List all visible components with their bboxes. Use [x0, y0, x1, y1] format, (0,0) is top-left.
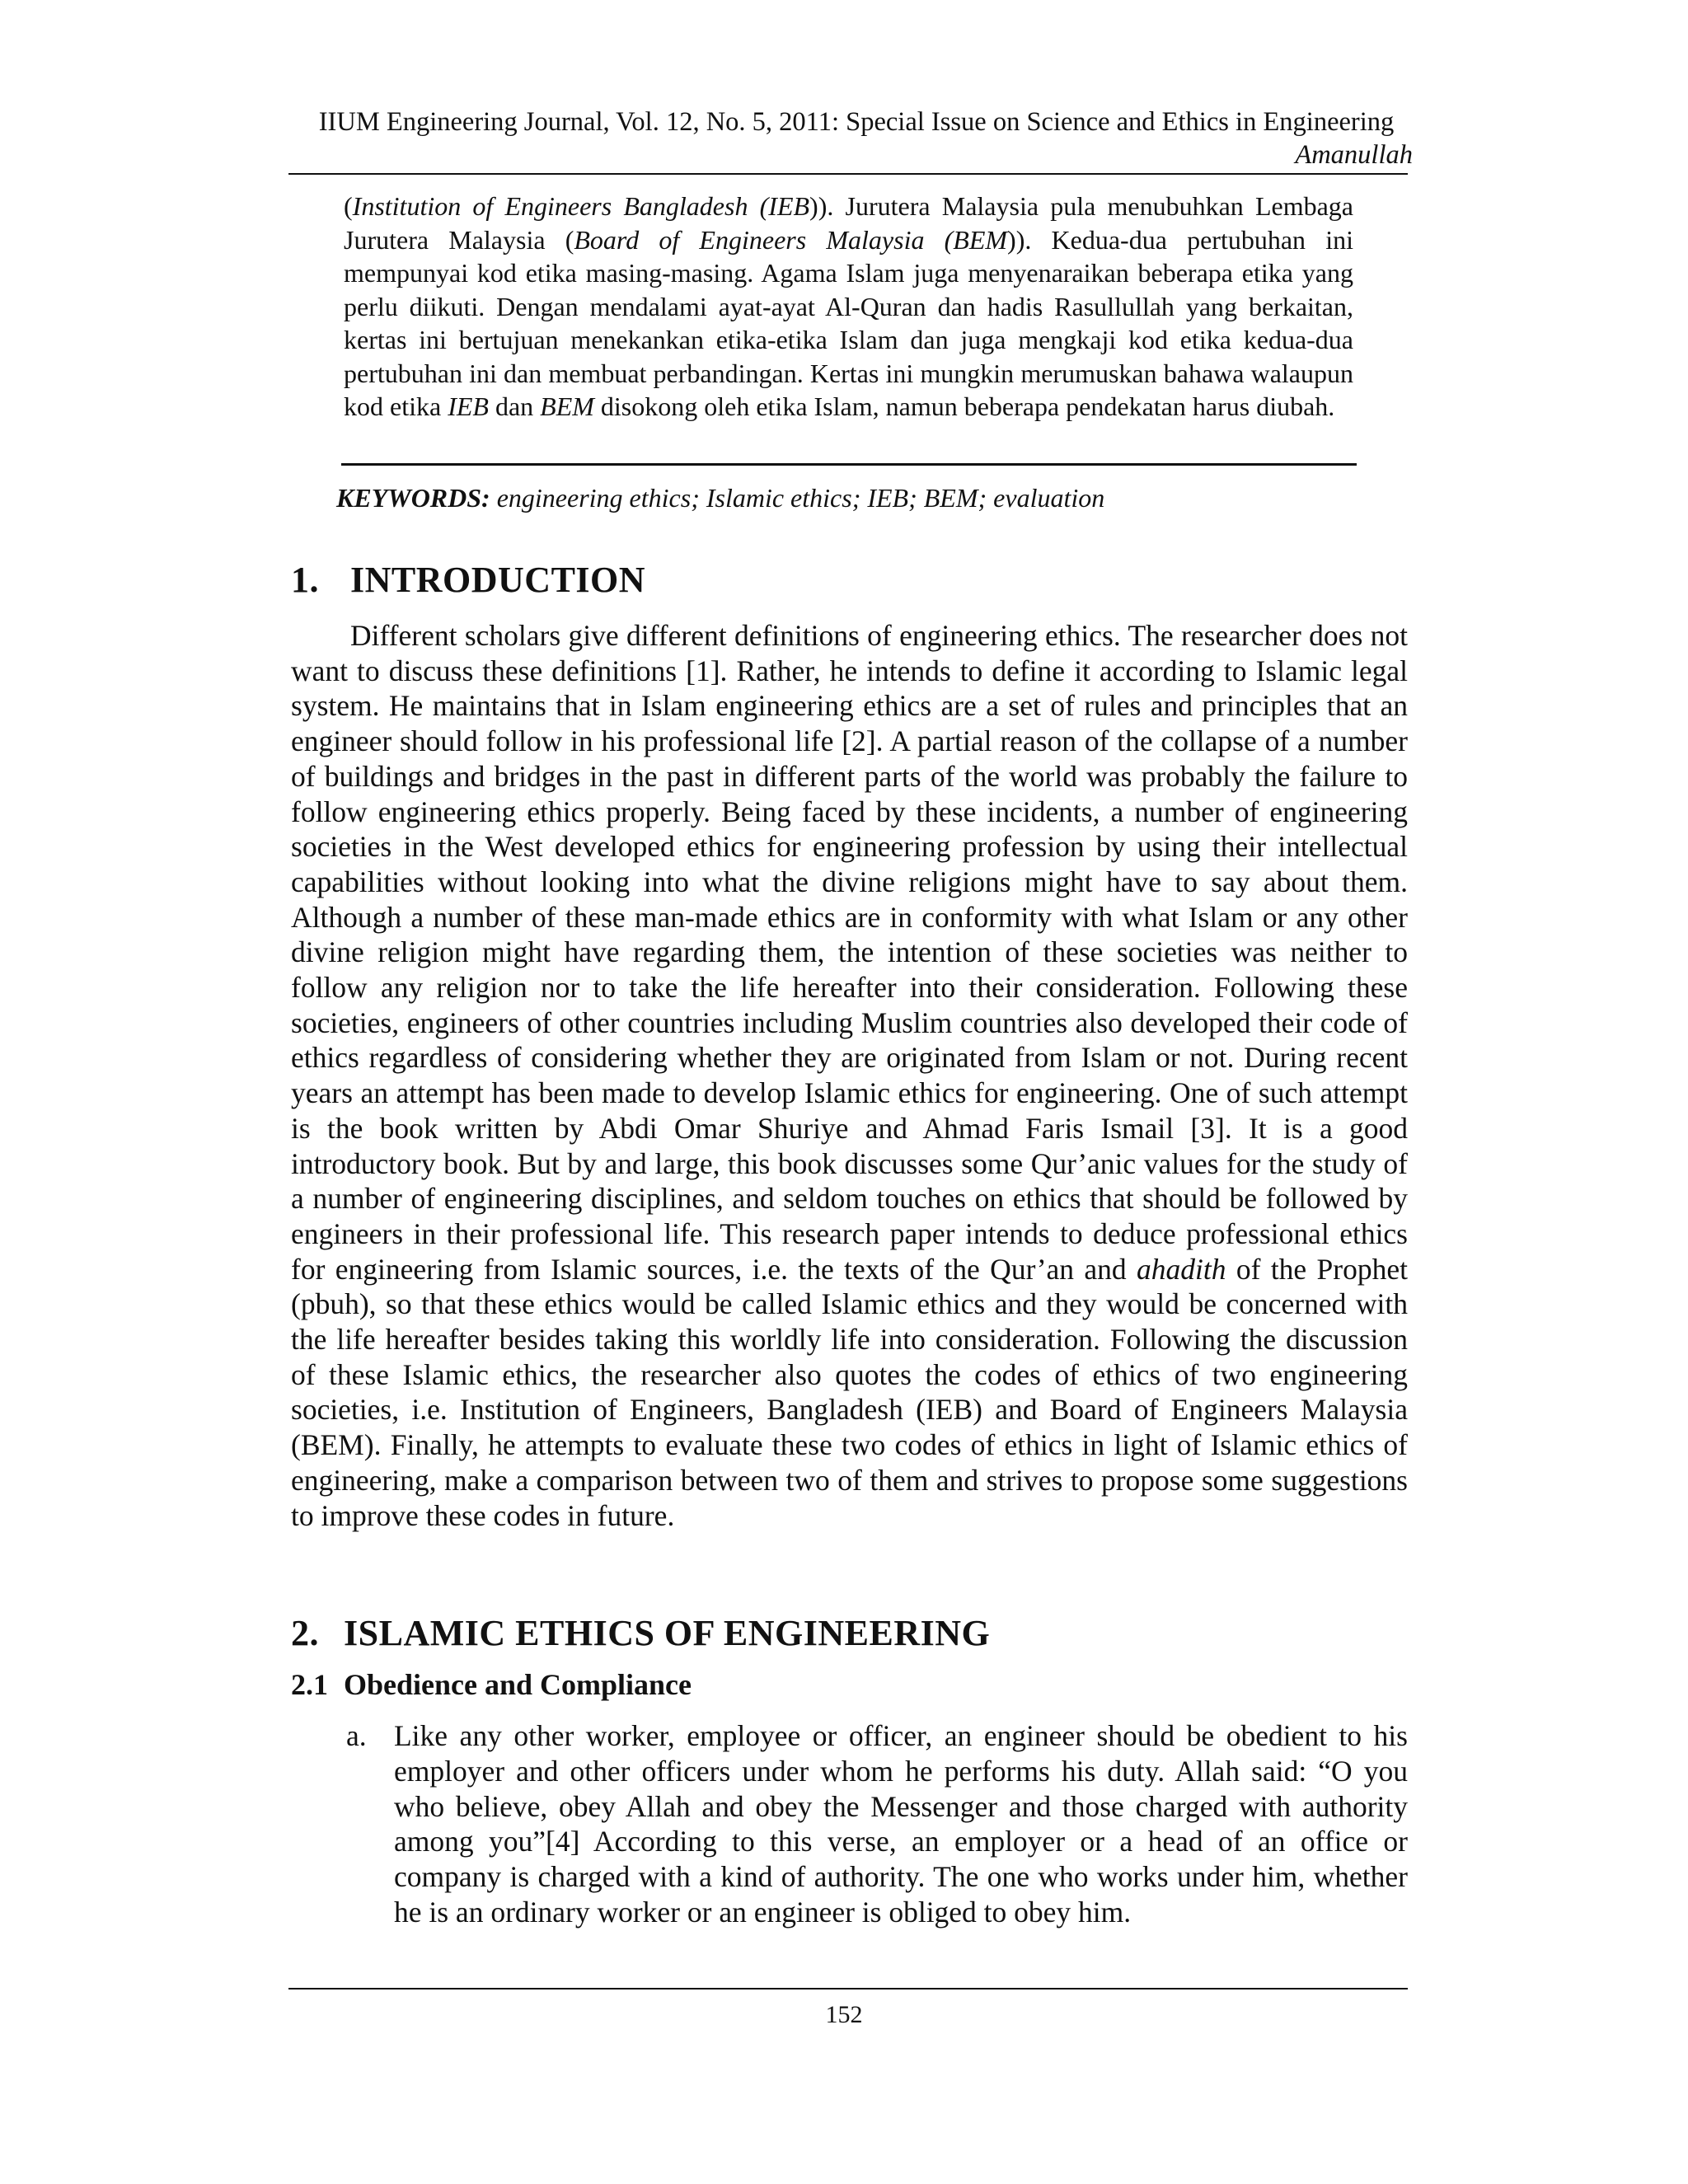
obedience-list [346, 1718, 1408, 1930]
list-item-text: Like any other worker, employee or officer, an engineer should be obedient to his employer and other officers under whom he performs his duty. Allah said: “O you who believe, obey Allah and obey the Messenger and those charged with authority among you”[4] According to this verse, an employer or a head of an office or company is charged with a kind of authority. The one who works under him, whether he is an ordinary worker or an engineer is obliged to obey him. [394, 1719, 1408, 1929]
header-divider [288, 173, 1408, 175]
keywords-label: KEYWORDS: [336, 483, 490, 513]
footer-divider [288, 1988, 1408, 1990]
list-marker: a. [346, 1719, 367, 1752]
abstract-text: ( [344, 191, 353, 221]
introduction-paragraph [291, 618, 1408, 1533]
abstract-divider [341, 463, 1357, 466]
paragraph-text: of the Prophet (pbuh), so that these ethics would be called Islamic ethics and they would be concerned with the life hereafter besides taking this worldly life into consideration. Following the discussion of these Islamic ethics, the researcher also quotes the codes of ethics of two engineering societies, i.e. Institution of Engineers, Bangladesh (IEB) and Board of Engineers Malaysia (BEM). Finally, he attempts to evaluate these two codes of ethics in light of Islamic ethics of engineering, make a comparison between two of them and strives to propose some suggestions to improve these codes in future. [291, 1252, 1408, 1532]
subsection-number: 2.1 [291, 1668, 328, 1701]
abstract-italic: Board of Engineers Malaysia (BEM [574, 224, 1008, 255]
journal-title: IIUM Engineering Journal, Vol. 12, No. 5, 2011: Special Issue on Science and Ethics in Engineering [318, 107, 1395, 137]
abstract-italic: BEM [540, 391, 594, 421]
abstract-malay [344, 190, 1353, 424]
subsection-title: Obedience and Compliance [344, 1668, 692, 1701]
keywords-text: engineering ethics; Islamic ethics; IEB; BEM; evaluation [490, 483, 1105, 513]
abstract-italic: IEB [448, 391, 489, 421]
abstract-italic: Institution of Engineers Bangladesh (IEB [352, 191, 810, 221]
running-header [288, 105, 1424, 171]
abstract-text: )). Kedua-dua pertubuhan ini mempunyai kod etika masing-masing. Agama Islam juga menyenaraikan beberapa etika yang perlu diikuti. Dengan mendalami ayat-ayat Al-Quran dan hadis Rasullullah yang berkaitan, kertas ini bertujuan menekankan etika-etika Islam dan juga mengkaji kod etika kedua-dua pertubuhan ini dan membuat perbandingan. Kertas ini mungkin merumuskan bahawa walaupun kod etika [344, 224, 1354, 421]
list-item [346, 1718, 1408, 1930]
section-number: 2. [291, 1613, 319, 1653]
section-title: ISLAMIC ETHICS OF ENGINEERING [344, 1613, 991, 1653]
keywords [336, 480, 1408, 516]
abstract-text: )). Jurutera Malaysia pula menubuhkan Lembaga Jurutera Malaysia ( [344, 191, 1354, 255]
subsection-heading-obedience [291, 1665, 692, 1704]
author-name: Amanullah [1295, 140, 1413, 170]
section-heading-islamic-ethics [291, 1610, 990, 1657]
section-number: 1. [291, 560, 319, 600]
page-number: 152 [825, 2001, 863, 2028]
section-title: INTRODUCTION [350, 560, 646, 600]
abstract-text: dan [488, 391, 541, 421]
paragraph-text: Different scholars give different definitions of engineering ethics. The researcher does not want to discuss these definitions [1]. Rather, he intends to define it according to Islamic legal system. He maintains that in Islam engineering ethics are a set of rules and principles that an engineer should follow in his professional life [2]. A partial reason of the collapse of a number of buildings and bridges in the past in different parts of the world was probably the failure to follow engineering ethics properly. Being faced by these incidents, a number of engineering societies in the West developed ethics for engineering profession by using their intellectual capabilities without looking into what the divine religions might have to say about them. Although a number of these man-made ethics are in conformity with what Islam or any other divine religion might have regarding them, the intention of these societies was neither to follow any religion nor to take the life hereafter into their consideration. Following these societies, engineers of other countries including Muslim countries also developed their code of ethics regardless of considering whether they are originated from Islam or not. During recent years an attempt has been made to develop Islamic ethics for engineering. One of such attempt is the book written by Abdi Omar Shuriye and Ahmad Faris Ismail [3]. It is a good introductory book. But by and large, this book discusses some Qur’anic values for the study of a number of engineering disciplines, and seldom touches on ethics that should be followed by engineers in their professional life. This research paper intends to deduce professional ethics for engineering from Islamic sources, i.e. the texts of the Qur’an and [291, 619, 1408, 1286]
section-heading-introduction [291, 557, 645, 603]
paragraph-italic: ahadith [1137, 1252, 1226, 1286]
abstract-text: disokong oleh etika Islam, namun beberapa pendekatan harus diubah. [593, 391, 1335, 421]
introduction-body [291, 618, 1408, 1533]
